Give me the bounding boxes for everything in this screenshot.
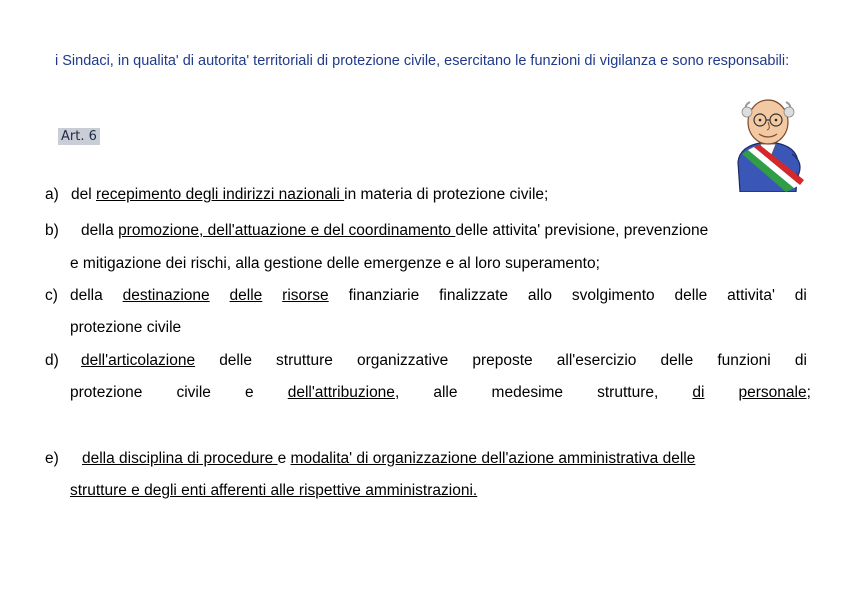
item-e-line1: della disciplina di procedure e modalita' di organizzazione dell'azione amministrativa delle <box>82 450 696 467</box>
item-b-line1: della promozione, dell'attuazione e del coordinamento delle attivita' previsione, prevenzione <box>81 222 709 239</box>
item-b-label: b) <box>45 222 59 239</box>
item-b-line2: e mitigazione dei rischi, alla gestione delle emergenze e al loro superamento; <box>70 255 600 272</box>
item-a-label: a) <box>45 186 59 203</box>
item-d-line1: dell'articolazione delle strutture organizzative preposte all'esercizio delle funzioni di <box>81 352 807 369</box>
item-e-label: e) <box>45 450 59 467</box>
mayor-illustration <box>728 92 808 192</box>
item-d-line2: protezione civile e dell'attribuzione, alle medesime strutture, di personale; <box>70 384 811 401</box>
intro-paragraph: i Sindaci, in qualita' di autorita' territoriali di protezione civile, esercitano le funzioni di vigilanza e sono responsabili: <box>55 53 790 69</box>
article-label: Art. 6 <box>58 128 100 145</box>
item-c-line1: della destinazione delle risorse finanziarie finalizzate allo svolgimento delle attivita' di <box>70 287 807 304</box>
item-c-line2: protezione civile <box>70 319 182 336</box>
item-e-line2: strutture e degli enti afferenti alle rispettive amministrazioni. <box>70 482 478 499</box>
item-d-label: d) <box>45 352 59 369</box>
item-a-text: del recepimento degli indirizzi nazionali in materia di protezione civile; <box>71 186 549 203</box>
item-c-label: c) <box>45 287 58 304</box>
